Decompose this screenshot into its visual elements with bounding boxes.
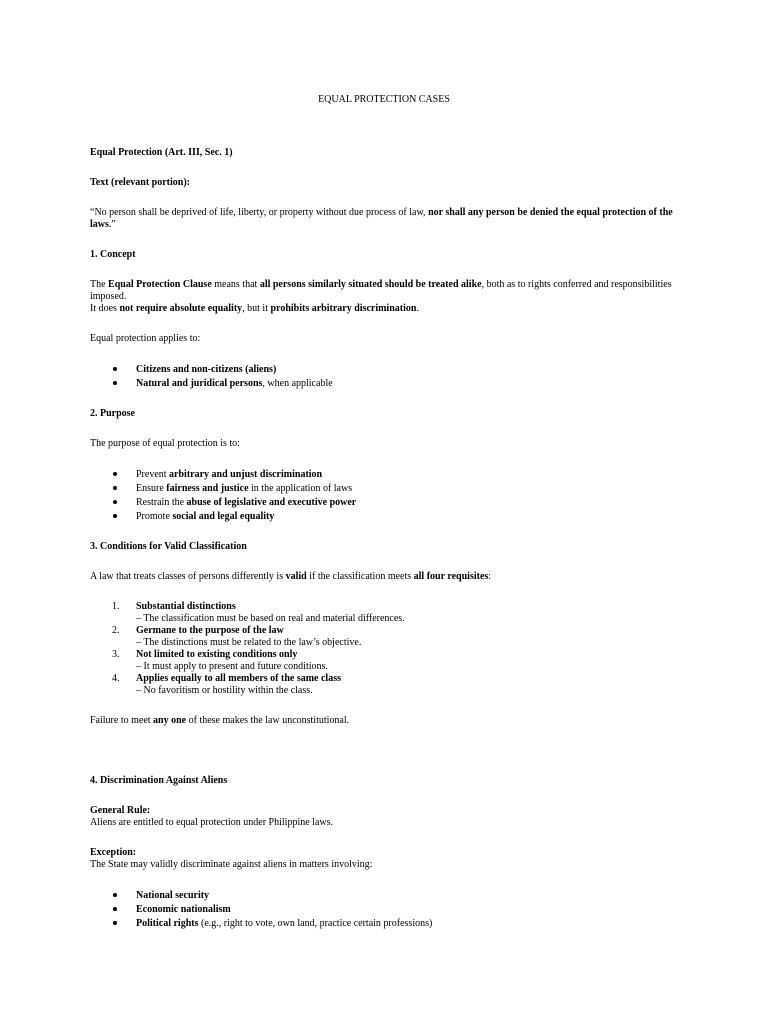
purpose-list (90, 469, 690, 525)
list-item: Political rights (e.g., right to vote, own land, practice certain professions) (90, 918, 690, 932)
conditions-heading: 3. Conditions for Valid Classification (90, 541, 247, 552)
list-item: Promote social and legal equality (90, 511, 690, 525)
concept-paragraph: The Equal Protection Clause means that all persons similarly situated should be treated alike, both as to rights conferred and responsibilities imposed. (90, 279, 672, 302)
list-item: Prevent arbitrary and unjust discrimination (90, 469, 690, 483)
bullet-icon (113, 893, 117, 897)
bullet-icon (113, 500, 117, 504)
purpose-heading: 2. Purpose (90, 408, 135, 419)
bullet-icon (113, 367, 117, 371)
document-title: EQUAL PROTECTION CASES (318, 94, 450, 105)
list-item: Natural and juridical persons, when applicable (90, 378, 690, 392)
list-item: 4. Applies equally to all members of the same class – No favoritism or hostility within the class. (112, 673, 341, 696)
failure-note: Failure to meet any one of these makes the law unconstitutional. (90, 715, 350, 726)
concept-paragraph-2: It does not require absolute equality, but it prohibits arbitrary discrimination. (90, 303, 419, 314)
general-rule: General Rule: Aliens are entitled to equal protection under Philippine laws. (90, 805, 333, 828)
list-item: 3. Not limited to existing conditions only – It must apply to present and future conditions. (112, 649, 328, 672)
aliens-heading: 4. Discrimination Against Aliens (90, 775, 228, 786)
constitution-quote: “No person shall be deprived of life, liberty, or property without due process of law, nor shall any person be denied the equal protection of the laws.” (90, 207, 673, 230)
list-item: Economic nationalism (90, 904, 690, 918)
list-item: National security (90, 890, 690, 904)
section-heading: Equal Protection (Art. III, Sec. 1) (90, 147, 233, 158)
list-item: 1. Substantial distinctions – The classification must be based on real and material differences. (112, 601, 405, 624)
applies-intro: Equal protection applies to: (90, 333, 201, 344)
list-item: Restrain the abuse of legislative and executive power (90, 497, 690, 511)
list-item: Citizens and non-citizens (aliens) (90, 364, 690, 378)
exception-list (90, 890, 690, 932)
bullet-icon (113, 514, 117, 518)
bullet-icon (113, 472, 117, 476)
conditions-list (90, 601, 690, 697)
text-heading: Text (relevant portion): (90, 177, 190, 188)
purpose-intro: The purpose of equal protection is to: (90, 438, 240, 449)
applies-list (90, 364, 690, 392)
bullet-icon (113, 921, 117, 925)
exception: Exception: The State may validly discriminate against aliens in matters involving: (90, 847, 373, 870)
bullet-icon (113, 486, 117, 490)
concept-heading: 1. Concept (90, 249, 136, 260)
list-item: Ensure fairness and justice in the application of laws (90, 483, 690, 497)
bullet-icon (113, 381, 117, 385)
list-item: 2. Germane to the purpose of the law – The distinctions must be related to the law’s objective. (112, 625, 362, 648)
conditions-intro: A law that treats classes of persons differently is valid if the classification meets all four requisites: (90, 571, 492, 582)
bullet-icon (113, 907, 117, 911)
